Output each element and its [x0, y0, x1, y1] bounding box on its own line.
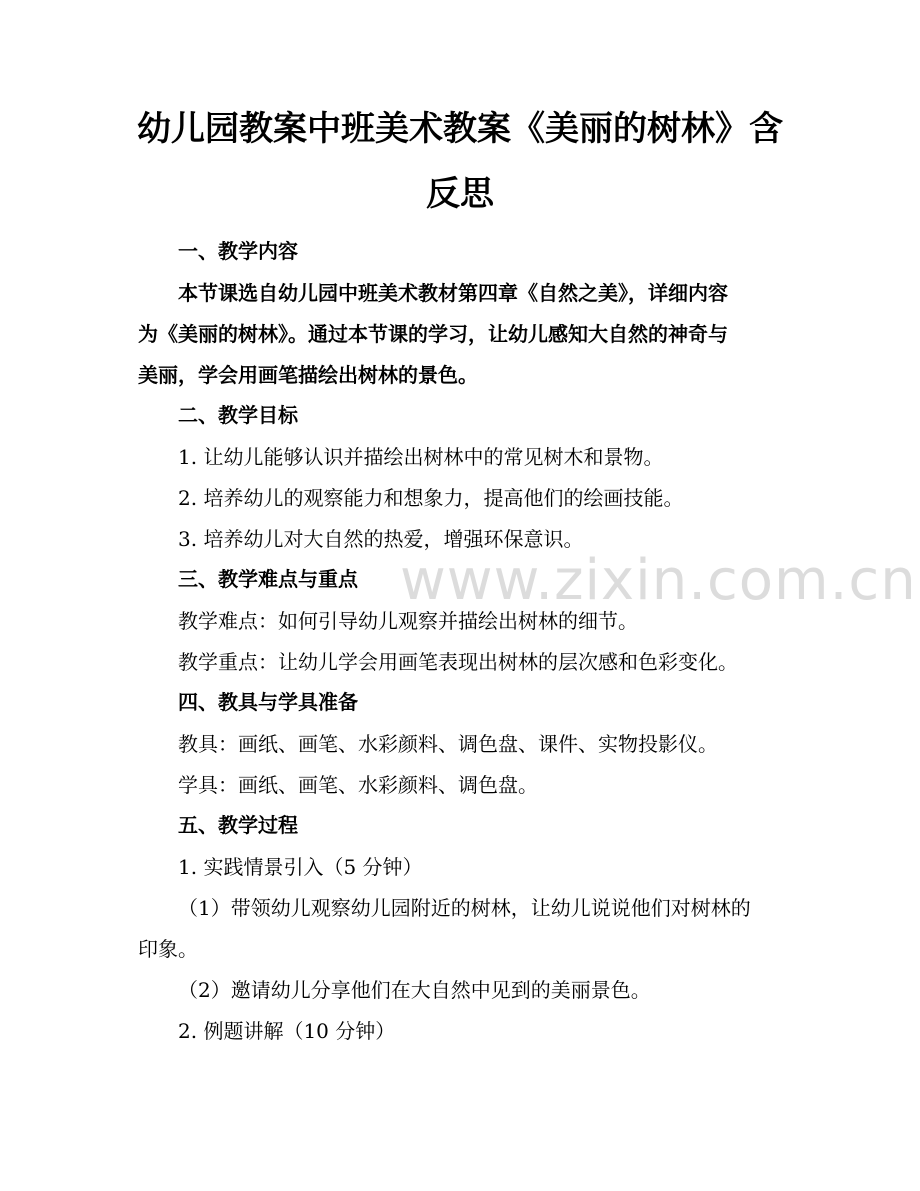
list-item: 3. 培养幼儿对大自然的热爱，增强环保意识。: [178, 527, 584, 551]
section-heading-process: 五、教学过程: [178, 813, 298, 837]
paragraph-line: 学具：画纸、画笔、水彩颜料、调色盘。: [178, 773, 538, 797]
list-item: 2. 例题讲解（10 分钟）: [178, 1019, 396, 1043]
paragraph-line: 印象。: [138, 937, 198, 961]
document-title-line-1: 幼儿园教案中班美术教案《美丽的树林》含: [137, 109, 783, 149]
paragraph-line: 为《美丽的树林》。通过本节课的学习，让幼儿感知大自然的神奇与: [138, 322, 728, 346]
section-heading-content: 一、教学内容: [178, 239, 298, 263]
paragraph-line: （1）带领幼儿观察幼儿园附近的树林，让幼儿说说他们对树林的: [178, 896, 751, 920]
paragraph-line: 教学难点：如何引导幼儿观察并描绘出树林的细节。: [178, 609, 638, 633]
paragraph-line: 美丽，学会用画笔描绘出树林的景色。: [138, 363, 478, 387]
paragraph-line: 本节课选自幼儿园中班美术教材第四章《自然之美》，详细内容: [178, 281, 728, 305]
section-heading-goals: 二、教学目标: [178, 403, 298, 427]
list-item: 1. 让幼儿能够认识并描绘出树林中的常见树木和景物。: [178, 445, 664, 469]
list-item: 2. 培养幼儿的观察能力和想象力，提高他们的绘画技能。: [178, 486, 684, 510]
paragraph-line: 教具：画纸、画笔、水彩颜料、调色盘、课件、实物投影仪。: [178, 732, 718, 756]
paragraph-line: （2）邀请幼儿分享他们在大自然中见到的美丽景色。: [178, 978, 651, 1002]
paragraph-line: 教学重点：让幼儿学会用画笔表现出树林的层次感和色彩变化。: [178, 650, 738, 674]
document-title-line-2: 反思: [426, 174, 494, 214]
section-heading-key-points: 三、教学难点与重点: [178, 567, 358, 591]
section-heading-materials: 四、教具与学具准备: [178, 690, 358, 714]
watermark: www.zixin.com.cn: [400, 548, 917, 613]
list-item: 1. 实践情景引入（5 分钟）: [178, 855, 423, 879]
